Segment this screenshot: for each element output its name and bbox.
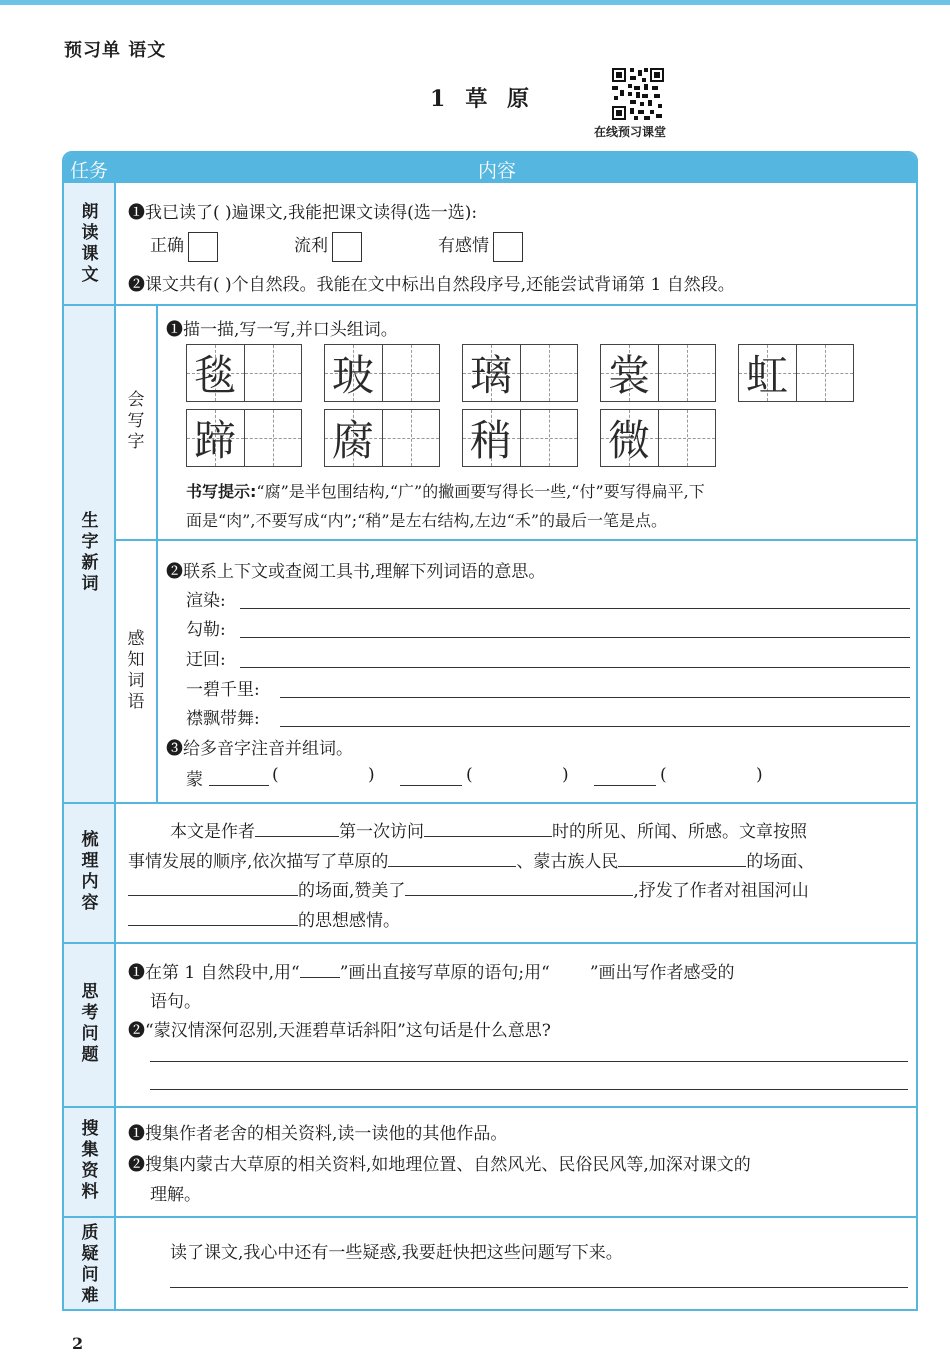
word-item: 迂回: [186, 650, 226, 670]
word-instruction: ❷联系上下文或查阅工具书,理解下列词语的意思。 [166, 562, 546, 582]
header-task: 任务 [70, 160, 109, 182]
paren-close: ) [368, 765, 375, 785]
word-item: 渲染: [186, 591, 226, 611]
sub-divider [116, 539, 916, 541]
word-item: 勾勒: [186, 620, 226, 640]
summary-line-2: 事情发展的顺序,依次描写了草原的 、蒙古族人民 的场面、 [128, 852, 815, 872]
answer-line[interactable] [240, 637, 910, 638]
writing-grid[interactable] [738, 344, 854, 402]
reading-question-2: ❷课文共有( )个自然段。我能在文中标出自然段序号,还能尝试背诵第 1 自然段。 [128, 275, 735, 295]
vocab-label: 生 字 新 词 [81, 511, 99, 594]
answer-line[interactable] [150, 1089, 908, 1090]
think-label: 思 考 问 题 [81, 982, 99, 1065]
table-header [64, 153, 916, 183]
pinyin-line[interactable] [400, 785, 462, 786]
trace-char: 虹 [745, 351, 788, 400]
fill-blank[interactable] [388, 850, 516, 867]
collect-label: 搜 集 资 料 [81, 1119, 99, 1202]
paren-open: ( [660, 765, 667, 785]
fill-blank[interactable] [424, 820, 552, 837]
summary-label: 梳 理 内 容 [81, 830, 99, 913]
trace-char: 玻 [331, 351, 374, 400]
paren-close: ) [756, 765, 763, 785]
collect-item-2: ❷搜集内蒙古大草原的相关资料,如地理位置、自然风光、民俗民风等,加深对课文的 [128, 1155, 751, 1175]
pinyin-line[interactable] [594, 785, 656, 786]
write-chars-label: 会 写 字 [127, 390, 145, 452]
option-fluent[interactable]: 流利 [294, 231, 362, 262]
preview-table [62, 151, 918, 1311]
polyphone-char: 蒙 [186, 770, 203, 790]
option-correct[interactable]: 正确 [150, 231, 218, 262]
sublabel-divider [156, 304, 158, 802]
answer-line[interactable] [240, 608, 910, 609]
doubt-label: 质 疑 问 难 [81, 1222, 99, 1306]
word-meaning-label: 感 知 词 语 [127, 628, 145, 712]
answer-line[interactable] [150, 1061, 908, 1062]
paren-close: ) [562, 765, 569, 785]
option-emotional[interactable]: 有感情 [438, 231, 523, 262]
trace-char: 毯 [193, 351, 236, 400]
lesson-number: 1 [430, 86, 452, 112]
answer-line[interactable] [240, 667, 910, 668]
writing-grid[interactable] [462, 344, 578, 402]
row-divider [64, 304, 916, 306]
collect-item-2-cont: 理解。 [150, 1185, 201, 1205]
trace-char: 稍 [469, 416, 512, 465]
row-divider [64, 802, 916, 804]
doubt-text: 读了课文,我心中还有一些疑惑,我要赶快把这些问题写下来。 [170, 1243, 623, 1263]
answer-line[interactable] [170, 1287, 908, 1288]
writing-grid[interactable] [600, 409, 716, 467]
think-question-1-cont: 语句。 [150, 992, 201, 1012]
checkbox-emotional[interactable] [493, 232, 523, 262]
writing-tip: 书写提示:“腐”是半包围结构,“广”的撇画要写得长一些,“付”要写得扁平,下 [186, 482, 705, 501]
writing-grid[interactable] [324, 409, 440, 467]
pinyin-line[interactable] [209, 785, 269, 786]
fill-blank[interactable] [618, 850, 746, 867]
row-divider [64, 942, 916, 944]
qr-code-icon[interactable] [610, 66, 666, 122]
reading-label: 朗 读 课 文 [81, 201, 99, 285]
trace-char: 蹄 [193, 416, 236, 465]
paren-open: ( [272, 765, 279, 785]
trace-char: 微 [607, 416, 650, 465]
checkbox-correct[interactable] [188, 232, 218, 262]
fill-blank[interactable] [128, 879, 298, 896]
polyphone-instruction: ❸给多音字注音并组词。 [166, 739, 353, 759]
fill-blank[interactable] [255, 820, 339, 837]
checkbox-fluent[interactable] [332, 232, 362, 262]
write-instruction: ❶描一描,写一写,并口头组词。 [166, 320, 398, 340]
writing-grid[interactable] [186, 409, 302, 467]
collect-item-1: ❶搜集作者老舍的相关资料,读一读他的其他作品。 [128, 1124, 508, 1144]
header-content: 内容 [478, 160, 517, 182]
summary-line-4: 的思想感情。 [128, 906, 400, 931]
worksheet-header: 预习单 语文 [64, 40, 167, 61]
summary-line-3: 的场面,赞美了 ,抒发了作者对祖国河山 [128, 876, 809, 901]
lesson-name: 草 原 [465, 86, 535, 112]
summary-line-1: 本文是作者 第一次访问 时的所见、所闻、所感。文章按照 [170, 822, 807, 842]
reading-question-1: ❶我已读了( )遍课文,我能把课文读得(选一选): [128, 203, 478, 223]
word-item: 一碧千里: [186, 680, 260, 700]
writing-tip-cont: 面是“肉”,不要写成“内”;“稍”是左右结构,左边“禾”的最后一笔是点。 [186, 511, 668, 530]
lesson-title [430, 82, 535, 113]
fill-blank[interactable] [405, 879, 633, 896]
writing-grid[interactable] [186, 344, 302, 402]
writing-grid[interactable] [324, 344, 440, 402]
writing-grid[interactable] [600, 344, 716, 402]
trace-char: 璃 [469, 351, 512, 400]
row-divider [64, 1216, 916, 1218]
think-question-1: ❶在第 1 自然段中,用“ ”画出直接写草原的语句;用“ ”画出写作者感受的 [128, 963, 735, 983]
row-divider [64, 1106, 916, 1108]
answer-line[interactable] [280, 726, 910, 727]
trace-char: 裳 [607, 351, 650, 400]
top-accent-bar [0, 0, 950, 5]
word-item: 襟飘带舞: [186, 709, 260, 729]
paren-open: ( [466, 765, 473, 785]
fill-blank[interactable] [128, 909, 298, 926]
writing-grid[interactable] [462, 409, 578, 467]
answer-line[interactable] [280, 697, 910, 698]
page-number: 2 [72, 1334, 84, 1353]
qr-caption: 在线预习课堂 [594, 125, 667, 139]
trace-char: 腐 [331, 416, 374, 465]
think-question-2: ❷“蒙汉情深何忍别,天涯碧草话斜阳”这句话是什么意思? [128, 1021, 551, 1041]
